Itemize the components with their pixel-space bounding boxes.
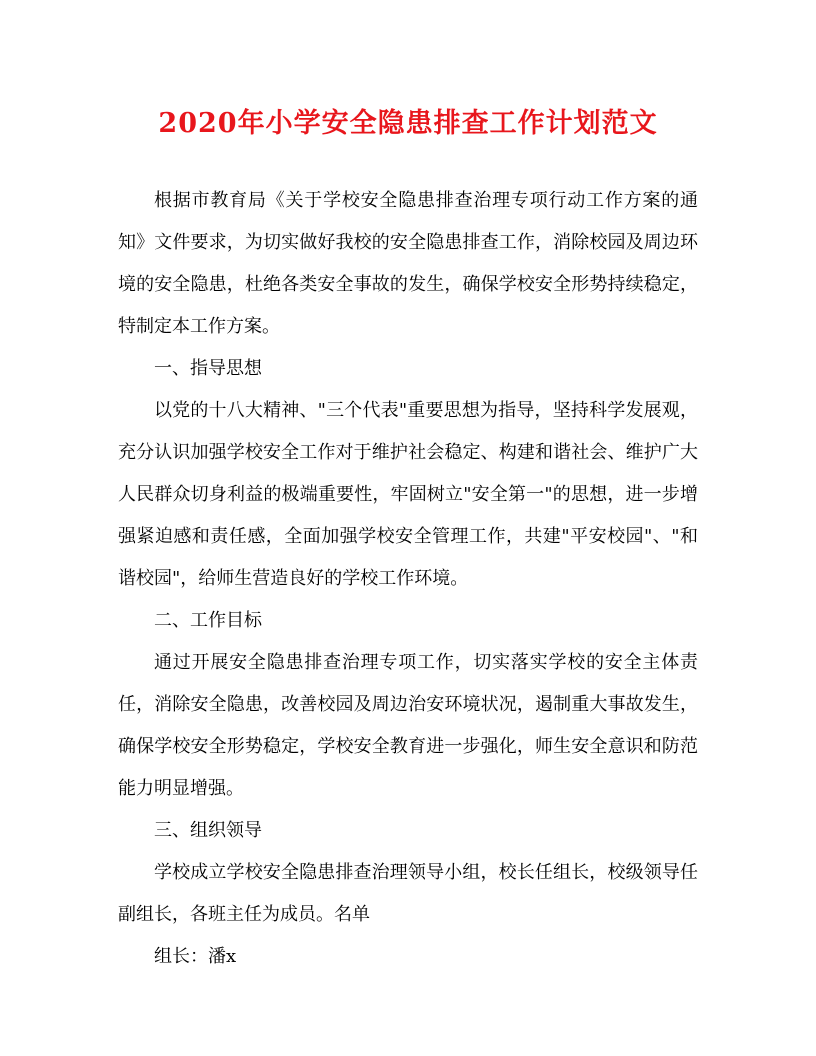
guiding-ideology-paragraph: 以党的十八大精神、"三个代表"重要思想为指导，坚持科学发展观，充分认识加强学校安全工作对于维护社会稳定、构建和谐社会、维护广大人民群众切身利益的极端重要性，牢固树立"安全第一"的思想，进一步增强紧迫感和责任感，全面加强学校安全管理工作，共建"平安校园"、"和谐校园"，给师生营造良好的学校工作环境。 xyxy=(118,400,698,589)
section-heading-work-goals: 二、工作目标 xyxy=(154,610,262,631)
team-leader-line: 组长：潘x xyxy=(154,946,237,967)
document-body xyxy=(118,180,698,978)
section-heading-organization: 三、组织领导 xyxy=(154,820,262,841)
document-title: 2020年小学安全隐患排查工作计划范文 xyxy=(158,108,658,139)
work-goals-paragraph: 通过开展安全隐患排查治理专项工作，切实落实学校的安全主体责任，消除安全隐患，改善校园及周边治安环境状况，遏制重大事故发生，确保学校安全形势稳定，学校安全教育进一步强化，师生安全意识和防范能力明显增强。 xyxy=(118,652,698,799)
section-heading-guiding-ideology: 一、指导思想 xyxy=(154,358,262,379)
organization-paragraph: 学校成立学校安全隐患排查治理领导小组，校长任组长，校级领导任副组长，各班主任为成员。名单 xyxy=(118,862,698,925)
intro-paragraph: 根据市教育局《关于学校安全隐患排查治理专项行动工作方案的通知》文件要求，为切实做好我校的安全隐患排查工作，消除校园及周边环境的安全隐患，杜绝各类安全事故的发生，确保学校安全形势持续稳定，特制定本工作方案。 xyxy=(118,190,698,337)
